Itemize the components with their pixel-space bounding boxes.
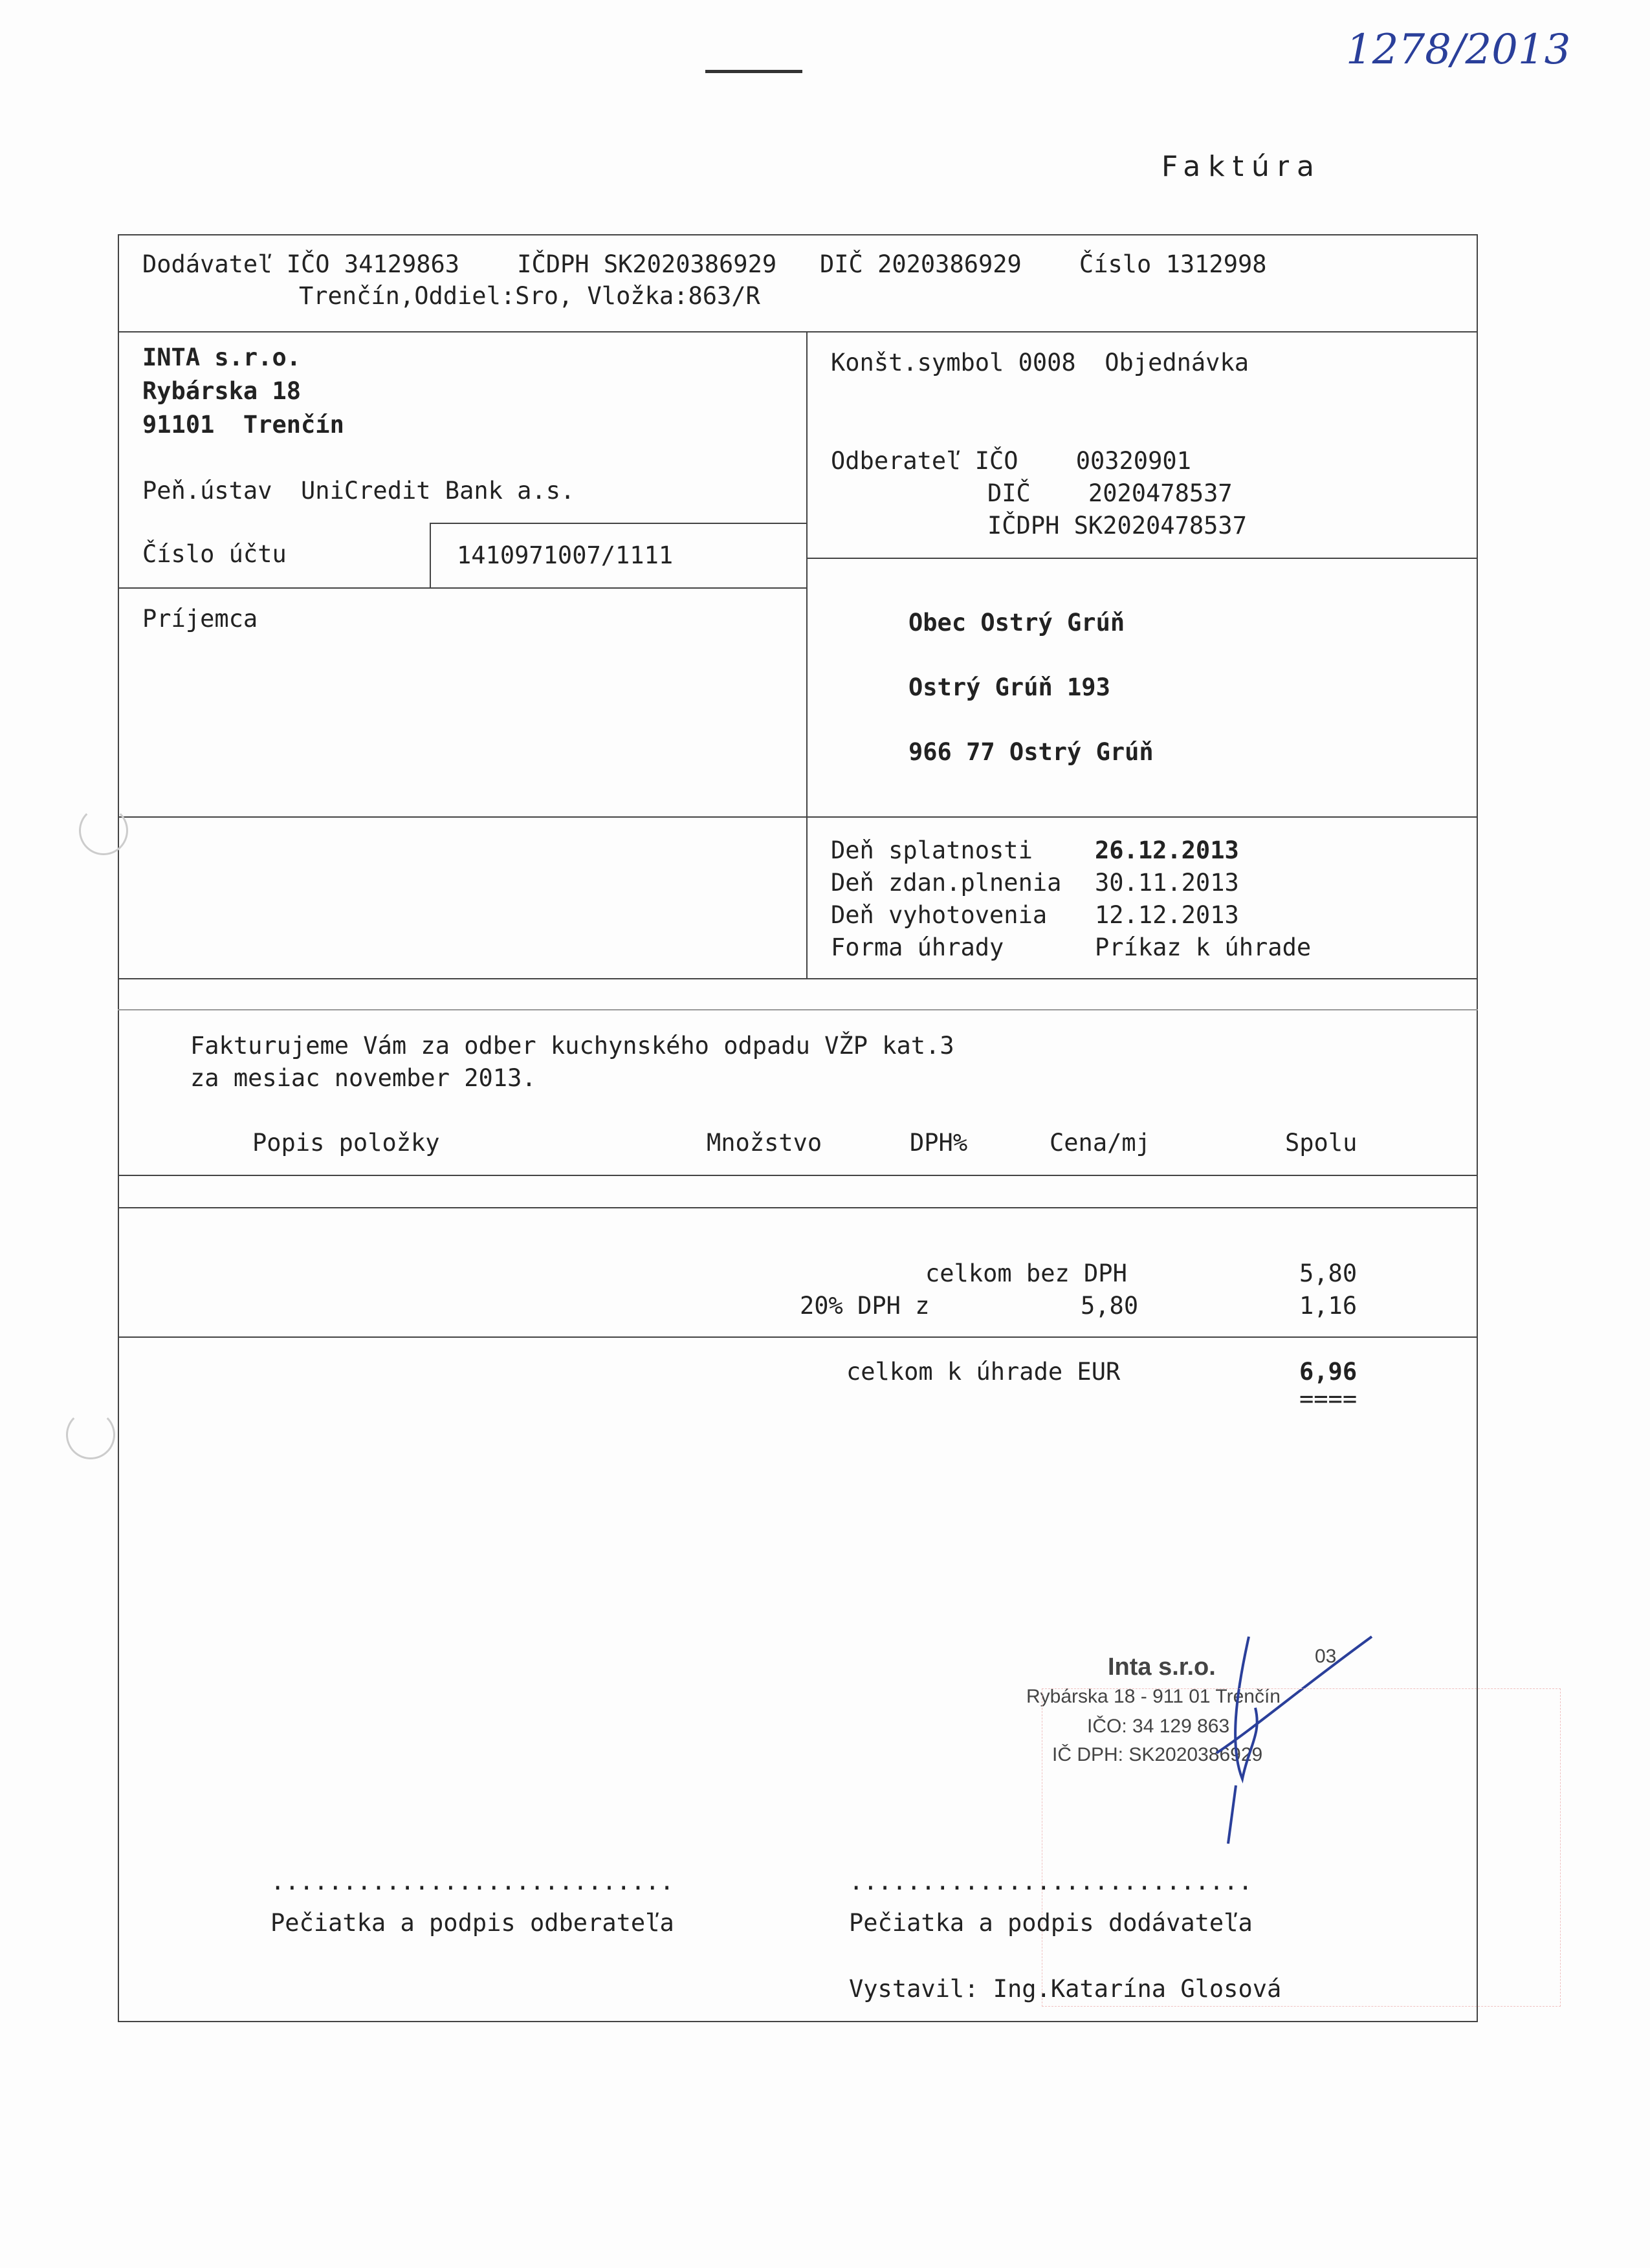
header-quantity: Množstvo <box>707 1129 822 1157</box>
stamp-ico: IČO: 34 129 863 <box>1087 1716 1230 1737</box>
vat-base: 5,80 <box>1081 1292 1139 1320</box>
column-divider <box>806 331 808 979</box>
rule-1 <box>118 331 1478 333</box>
issued-by: Vystavil: Ing.Katarína Glosová <box>849 1975 1282 2003</box>
rule-buyer-bottom <box>806 558 1478 559</box>
supplier-name: INTA s.r.o. <box>142 343 302 371</box>
rule-totals-bottom <box>118 1336 1478 1338</box>
tax-date-label: Deň zdan.plnenia <box>831 869 1062 897</box>
signature-dots-buyer: ............................ <box>270 1868 674 1895</box>
header-vat: DPH% <box>910 1129 968 1157</box>
recipient-street: Ostrý Grúň 193 <box>908 673 1110 701</box>
recipient-name: Obec Ostrý Grúň <box>908 609 1125 637</box>
stamp-number: 03 <box>1315 1646 1337 1667</box>
buyer-signature-label: Pečiatka a podpis odberateľa <box>270 1909 674 1937</box>
description-line1: Fakturujeme Vám za odber kuchynského odpadu VŽP kat.3 <box>190 1032 954 1060</box>
account-label: Číslo účtu <box>142 540 287 568</box>
supplier-ids: Dodávateľ IČO 34129863 IČDPH SK2020386929 DIČ 2020386929 Číslo 1312998 <box>142 250 1267 278</box>
recipient-label: Príjemca <box>142 605 258 633</box>
supplier-city: 91101 Trenčín <box>142 411 344 439</box>
tax-date-value: 30.11.2013 <box>1095 869 1239 897</box>
header-unit-price: Cena/mj <box>1050 1129 1150 1157</box>
rule-account-bottom <box>118 587 808 589</box>
rule-header-bottom <box>118 1175 1478 1176</box>
const-symbol: Konšt.symbol 0008 Objednávka <box>831 349 1249 376</box>
supplier-bank: Peň.ústav UniCredit Bank a.s. <box>142 477 575 505</box>
buyer-ico: Odberateľ IČO 00320901 <box>831 447 1191 475</box>
header-total: Spolu <box>1285 1129 1358 1157</box>
header-item: Popis položky <box>252 1129 440 1157</box>
rule-account-left <box>430 523 431 589</box>
stamp-icdph: IČ DPH: SK2020386929 <box>1052 1744 1263 1765</box>
issue-date-label: Deň vyhotovenia <box>831 901 1048 929</box>
payment-form-value: Príkaz k úhrade <box>1095 933 1312 961</box>
description-line2: za mesiac november 2013. <box>190 1064 536 1092</box>
issue-date-value: 12.12.2013 <box>1095 901 1239 929</box>
account-number: 1410971007/1111 <box>457 541 674 569</box>
supplier-registration: Trenčín,Oddiel:Sro, Vložka:863/R <box>299 282 760 310</box>
due-date-value: 26.12.2013 <box>1095 836 1239 864</box>
rule-faint <box>118 1009 1478 1010</box>
recipient-city: 966 77 Ostrý Grúň <box>908 738 1154 766</box>
supplier-signature-label: Pečiatka a podpis dodávateľa <box>849 1909 1253 1937</box>
punch-hole-bottom <box>66 1410 115 1459</box>
rule-dates-bottom <box>118 978 1478 979</box>
total-value: 6,96 <box>1299 1358 1358 1386</box>
buyer-icdph: IČDPH SK2020478537 <box>987 512 1247 540</box>
supplier-street: Rybárska 18 <box>142 377 302 405</box>
header-dash <box>705 70 802 73</box>
vat-value: 1,16 <box>1299 1292 1358 1320</box>
punch-hole-top <box>79 806 128 855</box>
without-vat-label: celkom bez DPH <box>925 1259 1127 1287</box>
invoice-title: Faktúra <box>1161 150 1322 183</box>
buyer-dic: DIČ 2020478537 <box>987 479 1233 507</box>
payment-form-label: Forma úhrady <box>831 933 1004 961</box>
signature-dots-supplier: ............................ <box>849 1868 1253 1895</box>
rule-account-top <box>430 523 808 524</box>
total-underline: ==== <box>1299 1385 1358 1413</box>
without-vat-value: 5,80 <box>1299 1259 1358 1287</box>
due-date-label: Deň splatnosti <box>831 836 1033 864</box>
handwritten-reference: 1278/2013 <box>1346 26 1571 74</box>
faint-stamp-bleed <box>1042 1688 1561 2007</box>
rule-items-bottom <box>118 1207 1478 1208</box>
stamp-address: Rybárska 18 - 911 01 Trenčín <box>1026 1686 1281 1707</box>
total-label: celkom k úhrade EUR <box>846 1358 1121 1386</box>
rule-recipient-bottom <box>118 816 1478 818</box>
stamp-name: Inta s.r.o. <box>1108 1653 1216 1681</box>
vat-label: 20% DPH z <box>800 1292 930 1320</box>
